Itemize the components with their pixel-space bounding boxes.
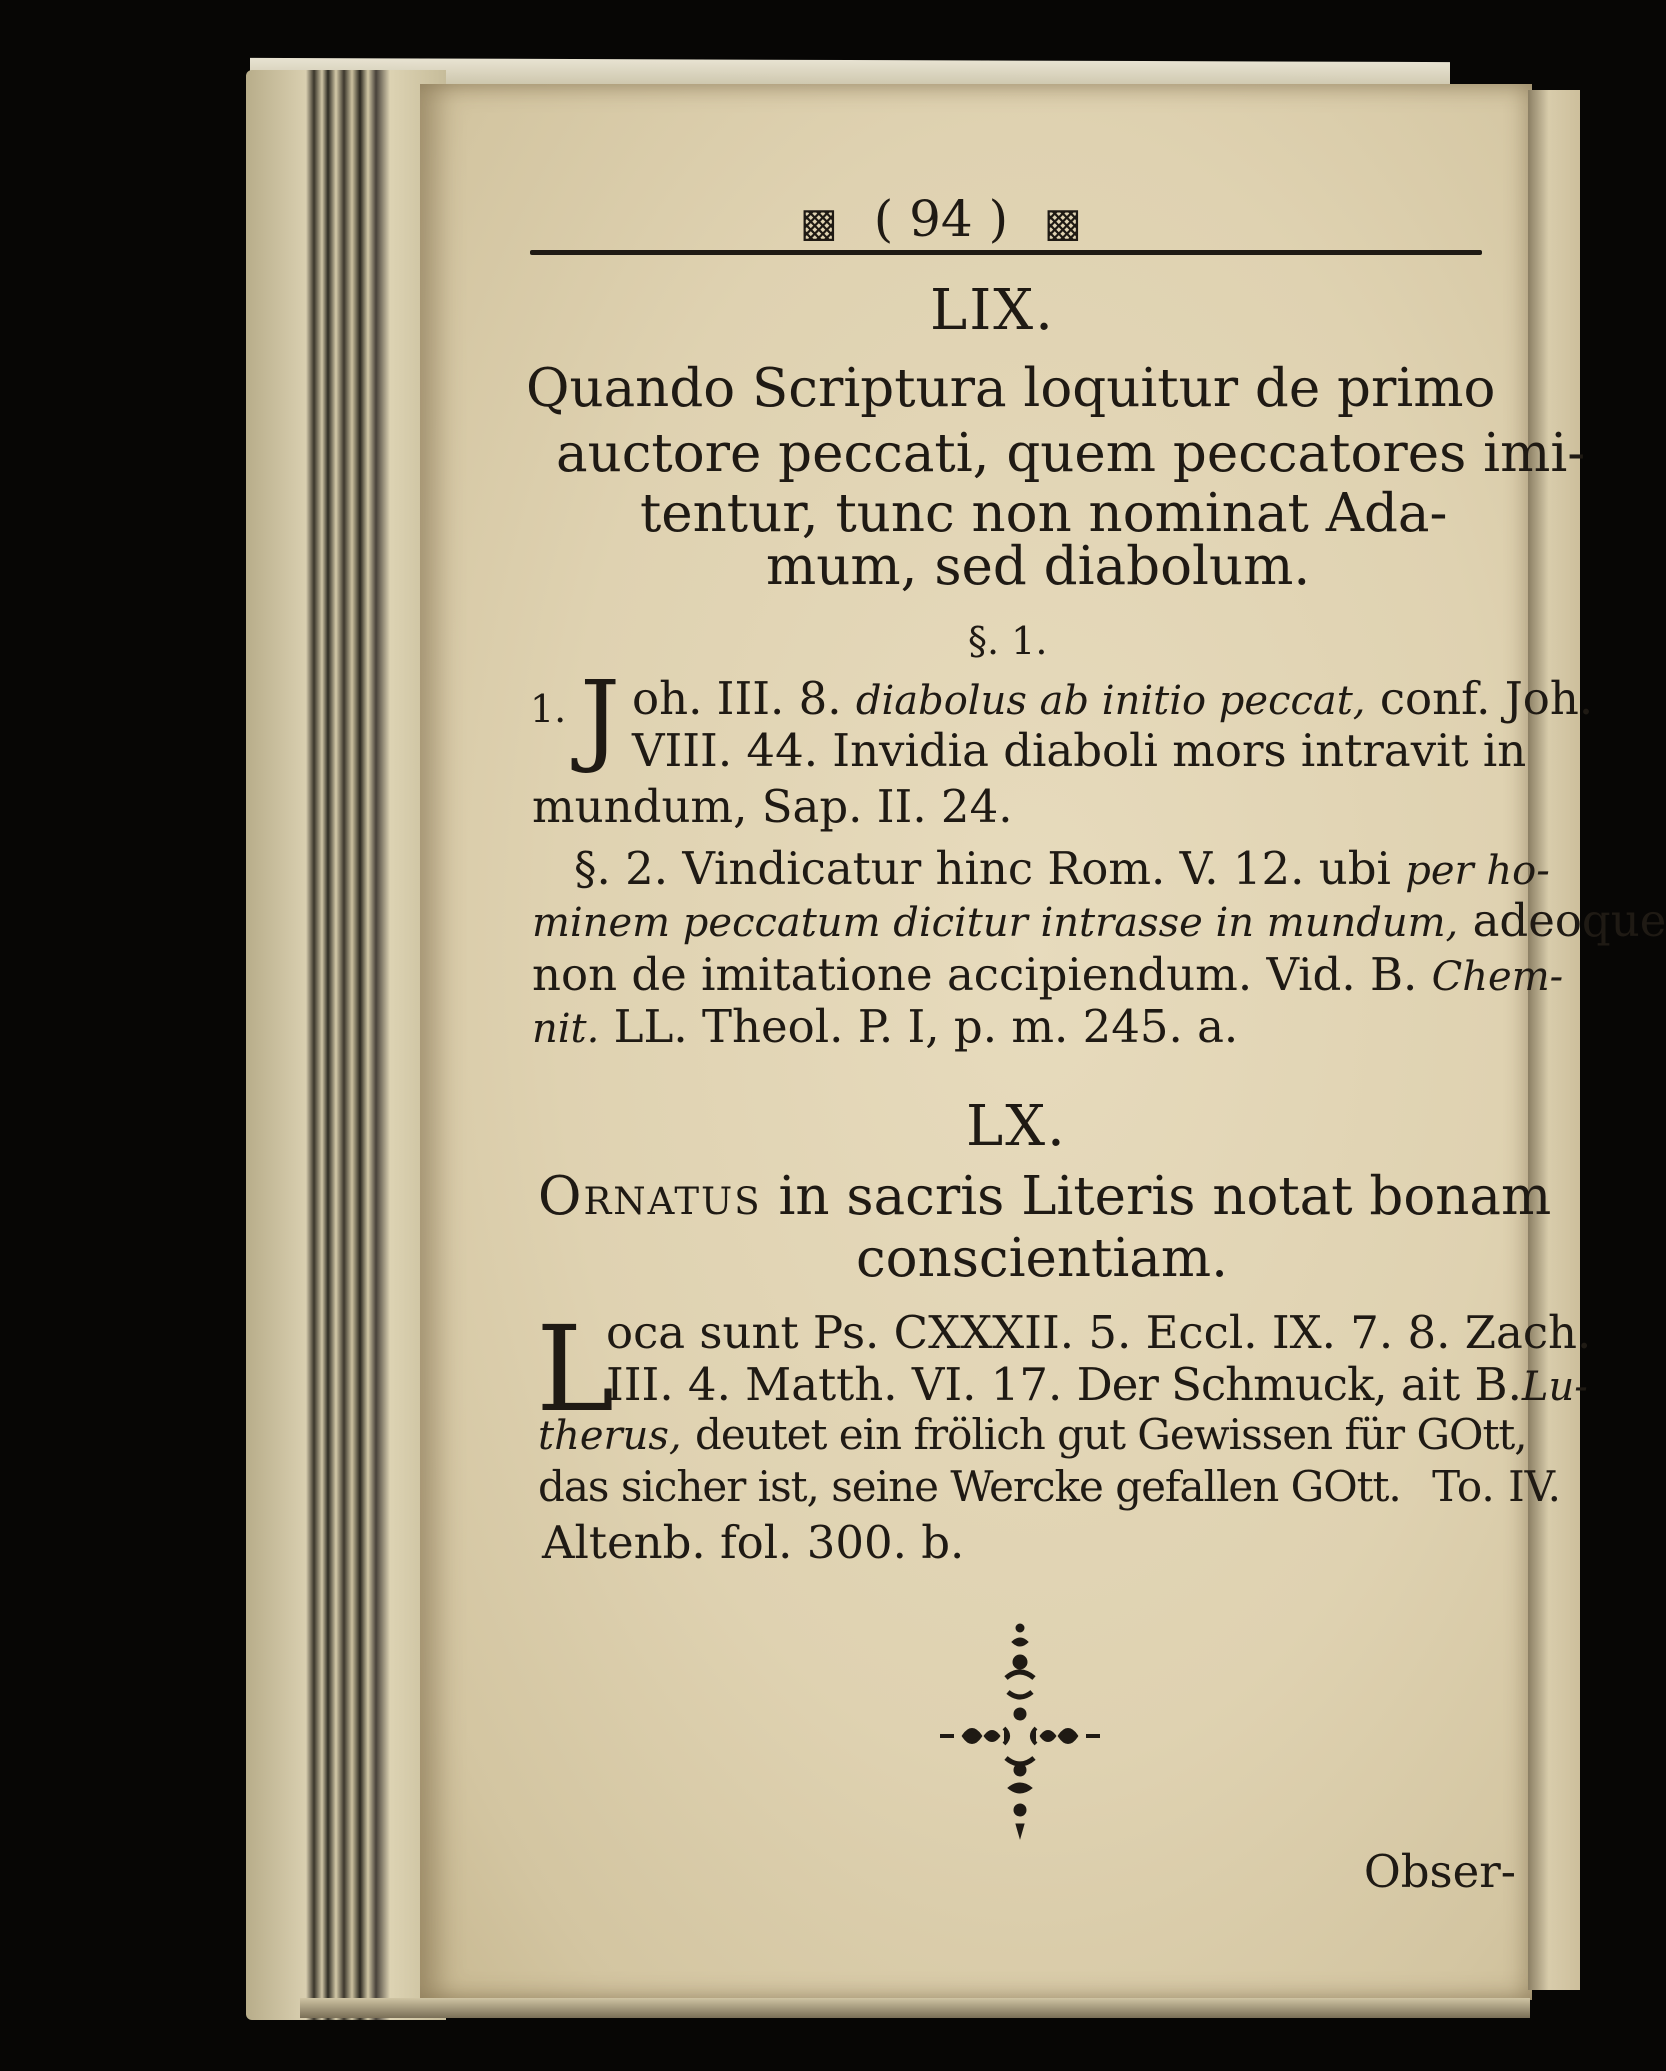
paragraph-marker-1: §. 1. [968, 619, 1048, 663]
para1-line-1-italic: diabolus ab initio peccat, [855, 678, 1366, 724]
fleuron-ornament-icon [920, 1618, 1120, 1858]
para1-line-3: mundum, Sap. II. 24. [532, 780, 1013, 833]
lix-title-line-3: tentur, tunc non nominat Ada- [640, 483, 1448, 544]
para2-line-3-text: non de imitatione accipiendum. Vid. B. [532, 948, 1418, 1001]
lx-body-line-2-fraktur: Der Schmuck, [1076, 1358, 1387, 1411]
para2-line-4 [532, 1000, 1239, 1053]
lx-body-line-4 [538, 1462, 1562, 1511]
para2-line-3-italic: Chem- [1431, 954, 1564, 1000]
head-rule [530, 250, 1482, 255]
lx-body-line-5: Altenb. fol. 300. b. [542, 1516, 965, 1569]
para2-line-2 [532, 894, 1666, 947]
section-number-lx: LX. [966, 1094, 1067, 1159]
lx-body-line-4-fraktur: das sicher ist, seine Wercke gefallen GOtt. [538, 1462, 1401, 1511]
lx-body-line-1: oca sunt Ps. CXXXII. 5. Eccl. IX. 7. 8. Zach. [606, 1306, 1592, 1359]
para1-line-1 [632, 672, 1594, 725]
drop-initial-l: L [536, 1300, 615, 1438]
lix-title-line-4: mum, sed diabolum. [766, 536, 1311, 597]
para2-line-4-text: LL. Theol. P. I, p. m. 245. a. [613, 1000, 1239, 1053]
lx-title-line-1 [538, 1166, 1552, 1227]
lix-title-line-2: auctore peccati, quem peccatores imi- [556, 423, 1586, 484]
lx-body-line-3 [538, 1410, 1527, 1459]
para2-line-1 [574, 842, 1550, 895]
para1-line-2: VIII. 44. Invidia diaboli mors intravit in [632, 724, 1527, 777]
drop-initial-j: J [580, 659, 621, 776]
lx-body-line-2-text: III. 4. Matth. VI. 17. [606, 1358, 1063, 1411]
para2-line-1-text: §. 2. Vindicatur hinc Rom. V. 12. ubi [574, 842, 1391, 895]
lx-body-line-4-end: To. IV. [1432, 1462, 1562, 1511]
catchword: Obser- [1363, 1845, 1516, 1898]
para1-number: 1. [530, 687, 567, 731]
ornament-right-icon: ▩ [1044, 200, 1082, 246]
page-number: ( 94 ) [873, 190, 1009, 248]
lx-body-line-2 [606, 1358, 1588, 1411]
facing-page-edge [1528, 90, 1580, 1990]
running-head [800, 190, 1082, 248]
para1-line-1-text: oh. III. 8. [632, 672, 842, 725]
lx-title-smallcaps: Ornatus [538, 1166, 762, 1227]
para1-line-1-end: conf. Joh. [1379, 672, 1594, 725]
para2-line-1-italic: per ho- [1405, 848, 1550, 894]
para2-line-3 [532, 948, 1564, 1001]
lx-title-line-2: conscientiam. [856, 1228, 1229, 1289]
para2-line-2-end: adeoque [1472, 894, 1666, 947]
lx-title-rest: in sacris Literis notat bonam [778, 1166, 1552, 1227]
page-edges [246, 70, 446, 2020]
lix-title-line-1: Quando Scriptura loquitur de primo [526, 358, 1496, 419]
lx-body-line-2-end: ait B. [1400, 1358, 1522, 1411]
lx-body-line-3-italic: therus, [538, 1413, 682, 1459]
para2-line-4-italic: nit. [532, 1006, 600, 1052]
para2-line-2-italic: minem peccatum dicitur intrasse in mundum, [532, 900, 1459, 946]
lx-body-line-3-fraktur: deutet ein frölich gut Gewissen für GOtt, [695, 1410, 1527, 1459]
section-number-lix: LIX. [930, 278, 1055, 343]
ornament-left-icon: ▩ [800, 200, 838, 246]
lx-body-line-2-italic: Lu- [1521, 1364, 1588, 1410]
book-bottom-edge [300, 1998, 1530, 2018]
